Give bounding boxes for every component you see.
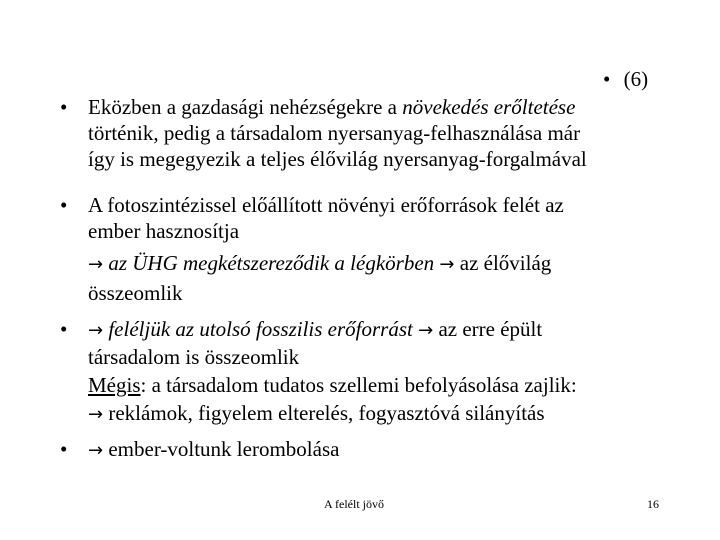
header-bullet: • <box>603 67 611 91</box>
emphasis-text: feléljük az utolsó fosszilis erőforrást <box>108 317 413 341</box>
bullet-marker: • <box>60 95 68 119</box>
bullet-1-line-1: Eközben a gazdasági nehézségekre a növekedés erőltetése <box>88 95 576 119</box>
bullet-3-line-4: → reklámok, figyelem elterelés, fogyasztóvá silányítás <box>88 401 545 425</box>
right-arrow-icon: → <box>439 254 455 275</box>
page-number: 16 <box>647 497 659 511</box>
bullet-4-line-1: → ember-voltunk lerombolása <box>88 437 340 461</box>
bullet-2-line-2: ember hasznosítja <box>88 219 240 243</box>
footer-title: A felélt jövő <box>324 497 384 511</box>
bullet-1-line-3: így is megegyezik a teljes élővilág nyersanyag-forgalmával <box>88 147 587 171</box>
bullet-marker: • <box>60 437 68 461</box>
right-arrow-icon: → <box>88 440 104 461</box>
right-arrow-icon: → <box>418 320 434 341</box>
header-number: (6) <box>623 67 649 91</box>
emphasis-text: növekedés erőltetése <box>402 95 576 119</box>
bullet-2-line-1: A fotoszintézissel előállított növényi erőforrások felét az <box>88 193 564 217</box>
right-arrow-icon: → <box>88 254 104 275</box>
bullet-3-line-1: → feléljük az utolsó fosszilis erőforrást → az erre épült <box>88 317 543 341</box>
bullet-2-line-4: összeomlik <box>88 281 183 305</box>
bullet-marker: • <box>60 317 68 341</box>
slide-header <box>603 66 648 92</box>
bullet-2-line-3: → az ÜHG megkétszereződik a légkörben → az élővilág <box>88 251 552 275</box>
bullet-3-line-3: Mégis: a társadalom tudatos szellemi befolyásolása zajlik: <box>88 373 577 397</box>
bullet-marker: • <box>60 193 68 217</box>
right-arrow-icon: → <box>88 404 104 425</box>
emphasis-text: az ÜHG megkétszereződik a légkörben <box>108 251 435 275</box>
right-arrow-icon: → <box>88 320 104 341</box>
bullet-3-line-2: társadalom is összeomlik <box>88 345 300 369</box>
bullet-1-line-2: történik, pedig a társadalom nyersanyag-felhasználása már <box>88 121 581 145</box>
underlined-text: Mégis <box>88 373 141 397</box>
